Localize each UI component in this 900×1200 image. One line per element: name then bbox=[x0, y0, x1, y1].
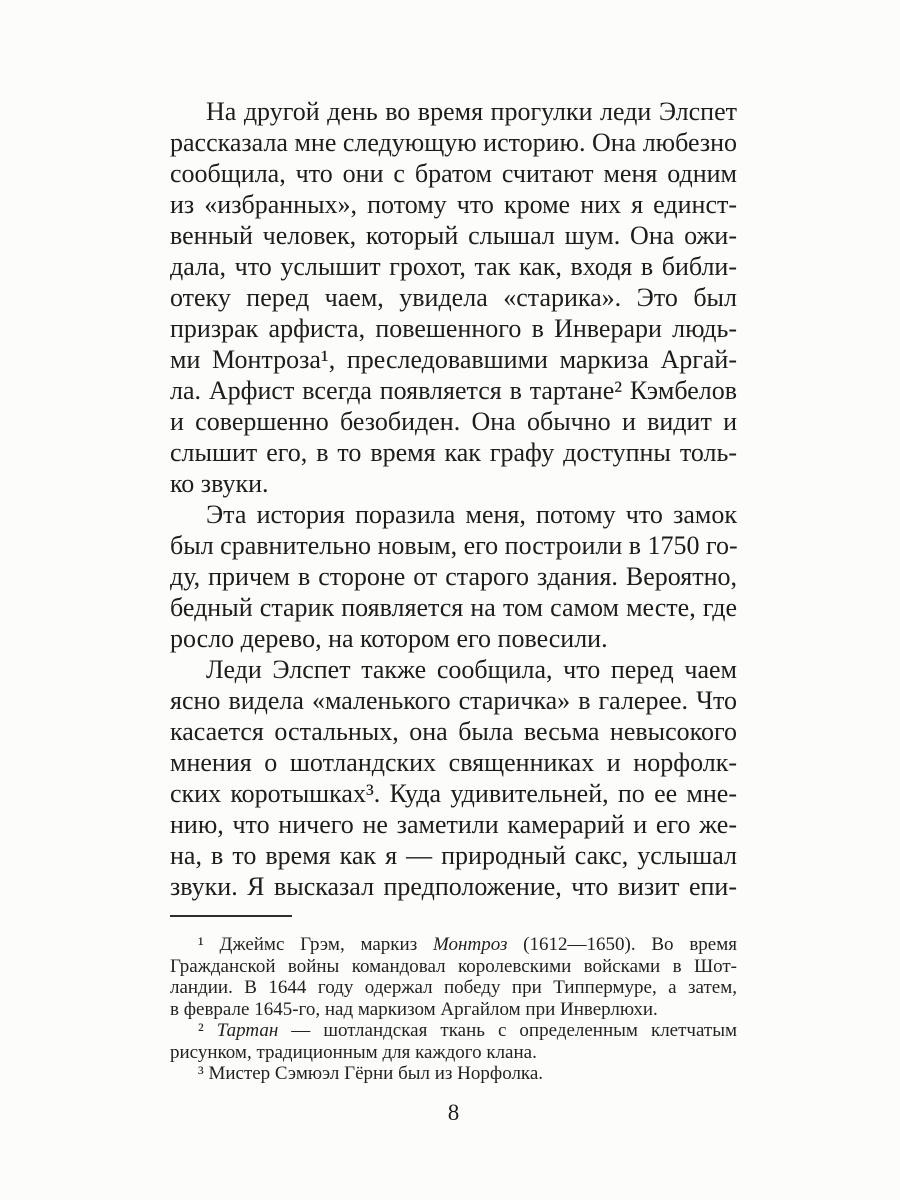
text-line: ду, причем в стороне от старого здания. Вероятно, bbox=[170, 562, 737, 591]
text-line: дала, что услышит грохот, так как, входя в библи- bbox=[170, 252, 737, 281]
main-text bbox=[170, 96, 737, 902]
text-line: из «избранных», потому что кроме них я единст- bbox=[170, 190, 737, 219]
text-line: отеку перед чаем, увидела «старика». Это был bbox=[170, 283, 737, 312]
footnote-italic-term: Тартан bbox=[216, 1020, 279, 1041]
text-line: сообщила, что они с братом считают меня одним bbox=[170, 159, 737, 188]
text-line: венный человек, который слышал шум. Она ожи- bbox=[170, 221, 737, 250]
text-line: касается остальных, она была весьма невысокого bbox=[170, 717, 737, 746]
footnote-line: Гражданской войны командовал королевскими войсками в Шот- bbox=[170, 955, 737, 977]
text-line: мнения о шотландских священниках и норфолк- bbox=[170, 748, 737, 777]
text-line: ла. Арфист всегда появляется в тартане² Кэмбелов bbox=[170, 376, 737, 405]
text-line: ми Монтроза¹, преследовавшими маркиза Аргай- bbox=[170, 345, 737, 374]
text-line: звуки. Я высказал предположение, что визит епи- bbox=[170, 872, 737, 901]
text-line: рассказала мне следующую историю. Она любезно bbox=[170, 128, 738, 157]
page-number: 8 bbox=[447, 1100, 460, 1125]
footnote-text: — шотландская ткань с определенным клетчатым bbox=[278, 1020, 738, 1041]
text-line: нию, что ничего не заметили камерарий и его же- bbox=[170, 810, 737, 839]
footnotes bbox=[170, 934, 737, 1085]
footnote-2 bbox=[170, 1020, 737, 1063]
text-line: и совершенно безобиден. Она обычно и видит и bbox=[170, 407, 737, 436]
footnote-line bbox=[170, 1020, 737, 1042]
footnote-divider bbox=[170, 915, 292, 917]
text-line: ко звуки. bbox=[170, 469, 269, 498]
paragraph-2 bbox=[170, 499, 737, 654]
footnote-marker-text: ² bbox=[198, 1020, 217, 1041]
footnote-line: ³ Мистер Сэмюэл Гёрни был из Норфолка. bbox=[198, 1063, 544, 1084]
text-line: на, в то время как я — природный сакс, услышал bbox=[170, 841, 737, 870]
footnote-3 bbox=[170, 1063, 737, 1085]
footnote-line: в феврале 1645-го, над маркизом Аргайлом при Инверлюхи. bbox=[170, 998, 658, 1020]
footnote-text: (1612—1650). Во время bbox=[507, 934, 737, 955]
text-block bbox=[170, 96, 737, 1085]
text-line: был сравнительно новым, его построили в 1750 го- bbox=[170, 531, 738, 560]
footnote-italic-term: Монтроз bbox=[433, 934, 508, 955]
footnote-line: рисунком, традиционным для каждого клана. bbox=[170, 1041, 537, 1063]
paragraph-3 bbox=[170, 654, 737, 902]
text-line: росло дерево, на котором его повесили. bbox=[170, 624, 608, 653]
footnote-1 bbox=[170, 934, 737, 1020]
text-line: слышит его, в то время как графу доступны толь- bbox=[170, 438, 737, 467]
footnote-line: ландии. В 1644 году одержал победу при Типпермуре, а затем, bbox=[170, 977, 737, 998]
text-line: ясно видела «маленького старичка» в галерее. Что bbox=[170, 686, 737, 715]
footnote-marker-text: ¹ Джеймс Грэм, маркиз bbox=[198, 934, 433, 955]
paragraph-1 bbox=[170, 96, 737, 499]
footnote-line bbox=[170, 934, 737, 956]
text-line: Леди Элспет также сообщила, что перед чаем bbox=[206, 655, 737, 684]
text-line: призрак арфиста, повешенного в Инверари людь- bbox=[170, 314, 737, 343]
text-line: ских коротышках³. Куда удивительней, по ее мне- bbox=[170, 779, 737, 808]
text-line: бедный старик появляется на том самом месте, где bbox=[170, 593, 737, 622]
text-line: Эта история поразила меня, потому что замок bbox=[206, 500, 737, 529]
text-line: На другой день во время прогулки леди Элспет bbox=[206, 97, 737, 126]
